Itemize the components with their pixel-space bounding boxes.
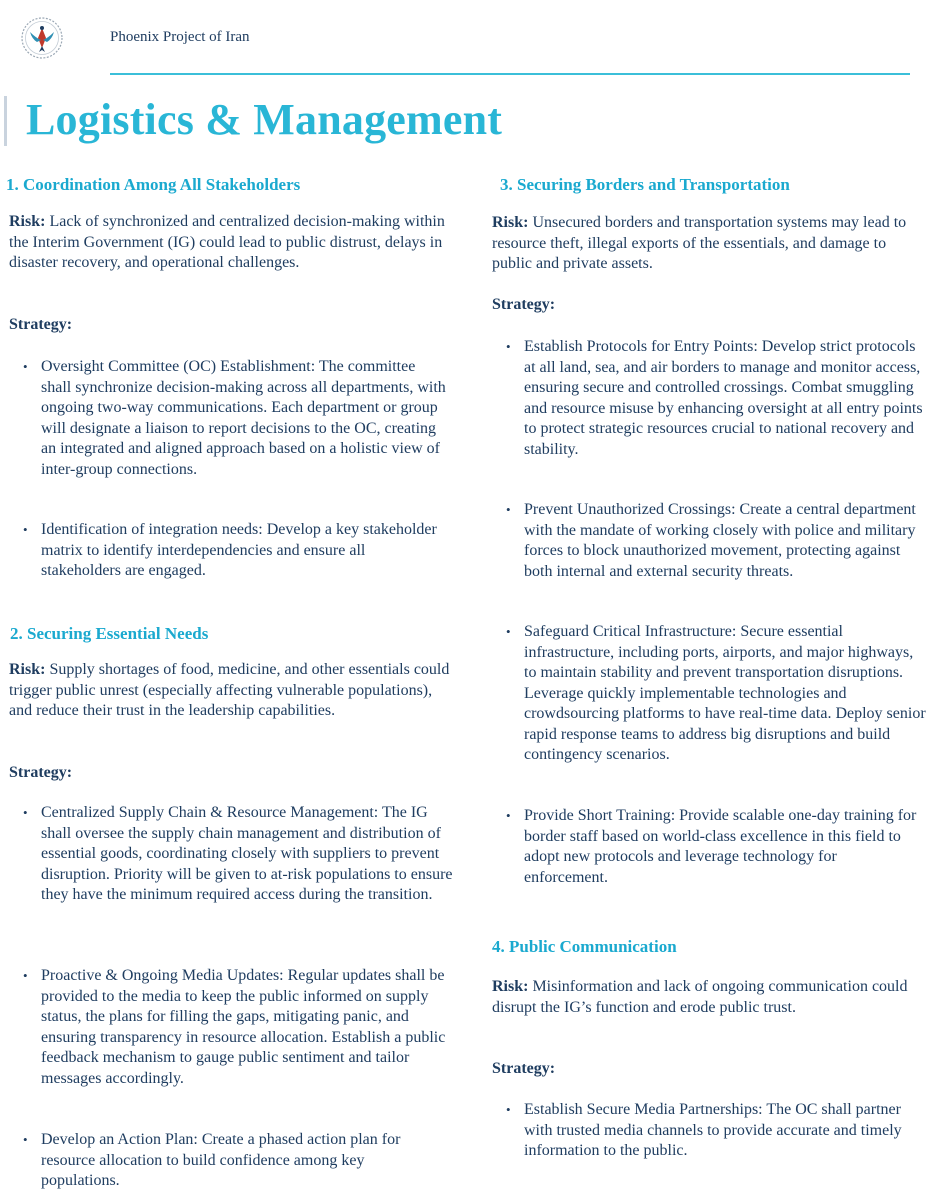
strategy-label: Strategy: — [492, 1060, 556, 1077]
risk-paragraph — [9, 660, 457, 722]
bullet-icon: • — [23, 805, 28, 820]
risk-paragraph — [492, 213, 922, 275]
bullet-icon: • — [23, 968, 28, 983]
risk-text: Supply shortages of food, medicine, and other essentials could trigger public unrest (especially affecting vulnerable populations), and reduce their trust in the leadership capabilities. — [9, 661, 450, 719]
list-item — [23, 803, 455, 906]
bullet-icon: • — [23, 522, 28, 537]
page-title: Logistics & Management — [26, 95, 503, 144]
list-item-text: Safeguard Critical Infrastructure: Secure essential infrastructure, including ports, airports, and major highways, to maintain stability and prevent transportation disruptions. Leverage quickly implementable technologies and crowdsourcing platforms to have real-time data. Deploy senior rapid response teams to address big disruptions and build contingency scenarios. — [524, 623, 926, 763]
risk-paragraph — [9, 212, 457, 274]
title-accent-bar — [4, 96, 7, 146]
header-divider — [110, 73, 910, 75]
list-item — [23, 520, 447, 582]
section-heading: 2. Securing Essential Needs — [10, 624, 209, 643]
list-item-text: Establish Protocols for Entry Points: Develop strict protocols at all land, sea, and air borders to manage and monitor access, ensuring secure and controlled crossings. Combat smuggling and resource misuse by enhancing oversight at all entry points to protect strategic resources crucial to national recovery and stability. — [524, 338, 923, 458]
section-heading: 1. Coordination Among All Stakeholders — [6, 175, 301, 194]
list-item — [506, 622, 928, 766]
bullet-icon: • — [506, 624, 511, 639]
bullet-icon: • — [506, 339, 511, 354]
list-item-text: Establish Secure Media Partnerships: The OC shall partner with trusted media channels to provide accurate and timely information to the public. — [524, 1101, 902, 1159]
bullet-icon: • — [506, 1102, 511, 1117]
strategy-label: Strategy: — [9, 764, 73, 781]
list-item-text: Prevent Unauthorized Crossings: Create a central department with the mandate of working closely with police and military forces to block unauthorized movement, protecting against both internal and external security threats. — [524, 501, 916, 580]
list-item-text: Centralized Supply Chain & Resource Management: The IG shall oversee the supply chain management and distribution of essential goods, coordinating closely with suppliers to prevent disruption. Priority will be given to at-risk populations to ensure they have the minimum required access during the transition. — [41, 804, 453, 903]
section-heading: 4. Public Communication — [492, 937, 677, 956]
strategy-label: Strategy: — [492, 296, 556, 313]
section-heading: 3. Securing Borders and Transportation — [500, 175, 790, 194]
risk-label: Risk: — [492, 978, 529, 995]
risk-paragraph — [492, 977, 912, 1018]
list-item — [506, 1100, 904, 1162]
page-header — [0, 0, 934, 80]
list-item — [23, 966, 455, 1089]
list-item — [23, 1130, 441, 1192]
risk-text: Unsecured borders and transportation systems may lead to resource theft, illegal exports of the essentials, and damage to public and private assets. — [492, 214, 907, 272]
phoenix-logo-icon — [20, 16, 64, 60]
bullet-icon: • — [23, 359, 28, 374]
risk-text: Lack of synchronized and centralized decision-making within the Interim Government (IG) could lead to public distrust, delays in disaster recovery, and operational challenges. — [9, 213, 445, 271]
list-item — [506, 806, 924, 888]
list-item-text: Oversight Committee (OC) Establishment: The committee shall synchronize decision-making across all departments, with ongoing two-way communications. Each department or group will designate a liaison to report decisions to the OC, creating an integrated and aligned approach based on a holistic view of inter-group connections. — [41, 358, 446, 478]
list-item-text: Identification of integration needs: Develop a key stakeholder matrix to identify interdependencies and ensure all stakeholders are engaged. — [41, 521, 437, 579]
risk-label: Risk: — [9, 213, 46, 230]
list-item — [23, 357, 447, 480]
list-item — [506, 500, 924, 582]
list-item — [506, 337, 930, 460]
bullet-icon: • — [506, 502, 511, 517]
risk-label: Risk: — [9, 661, 46, 678]
organization-name: Phoenix Project of Iran — [110, 29, 250, 45]
bullet-icon: • — [23, 1132, 28, 1147]
strategy-label: Strategy: — [9, 316, 73, 333]
list-item-text: Proactive & Ongoing Media Updates: Regular updates shall be provided to the media to keep the public informed on supply status, the plans for filling the gaps, mitigating panic, and ensuring transparency in resource allocation. Establish a public feedback mechanism to gauge public sentiment and tailor messages accordingly. — [41, 967, 446, 1087]
risk-text: Misinformation and lack of ongoing communication could disrupt the IG’s function and erode public trust. — [492, 978, 908, 1016]
risk-label: Risk: — [492, 214, 529, 231]
list-item-text: Provide Short Training: Provide scalable one-day training for border staff based on world-class excellence in this field to adopt new protocols and leverage technology for enforcement. — [524, 807, 917, 886]
list-item-text: Develop an Action Plan: Create a phased action plan for resource allocation to build confidence among key populations. — [41, 1131, 401, 1189]
bullet-icon: • — [506, 808, 511, 823]
